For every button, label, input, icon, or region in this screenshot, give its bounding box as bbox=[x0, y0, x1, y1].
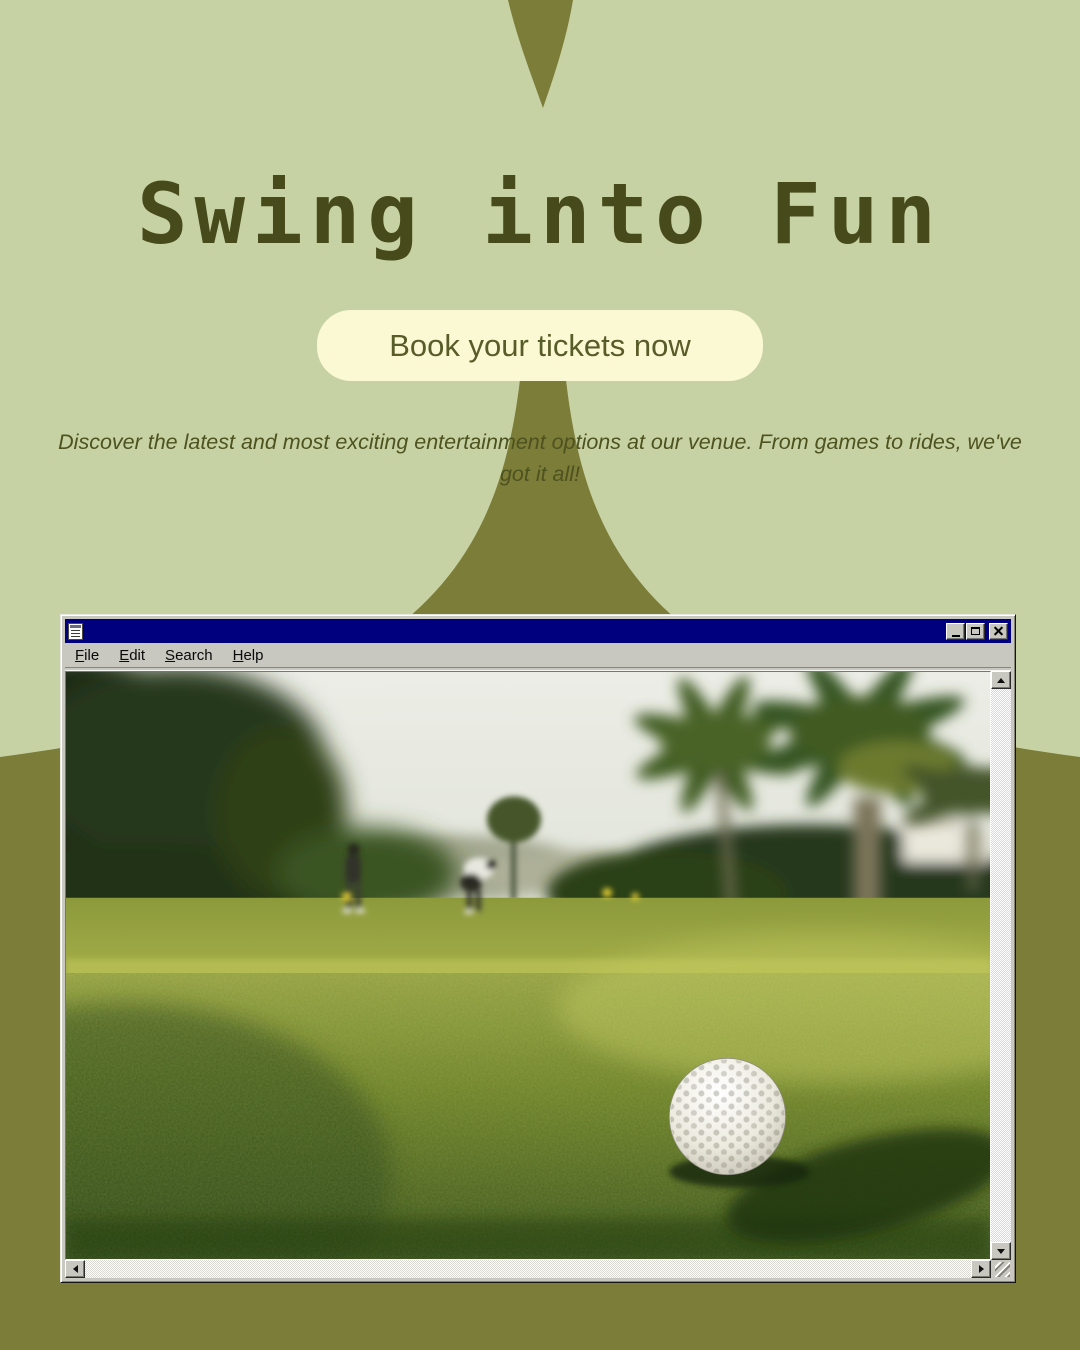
menu-item-help[interactable]: Help bbox=[232, 647, 264, 664]
window-menubar bbox=[65, 644, 1011, 667]
horizontal-scrollbar[interactable] bbox=[65, 1260, 991, 1278]
menu-item-edit[interactable]: Edit bbox=[119, 647, 146, 664]
menu-item-file[interactable]: File bbox=[75, 647, 100, 664]
golf-scene bbox=[66, 672, 990, 1259]
menu-item-search[interactable]: Search bbox=[165, 647, 213, 664]
arrow-right-icon bbox=[979, 1265, 988, 1273]
hero-description: Discover the latest and most exciting entertainment options at our venue. From games to rides, we've got it all! bbox=[58, 430, 1022, 487]
minimize-icon bbox=[952, 635, 960, 637]
golf-photo bbox=[65, 671, 991, 1260]
notepad-document-icon bbox=[68, 623, 83, 640]
resize-grip[interactable] bbox=[995, 1262, 1010, 1277]
scroll-up-button[interactable] bbox=[991, 671, 1011, 689]
maximize-icon bbox=[971, 627, 980, 635]
retro-window bbox=[60, 614, 1016, 1283]
top-spike-shape bbox=[508, 0, 573, 108]
vertical-scroll-track[interactable] bbox=[991, 689, 1011, 1242]
maximize-button[interactable] bbox=[966, 623, 985, 640]
arrow-up-icon bbox=[997, 674, 1005, 683]
scroll-left-button[interactable] bbox=[65, 1260, 85, 1278]
window-content bbox=[65, 671, 1011, 1278]
window-corner bbox=[991, 1260, 1011, 1278]
book-tickets-button[interactable]: Book your tickets now bbox=[317, 310, 763, 381]
scroll-right-button[interactable] bbox=[971, 1260, 991, 1278]
vertical-scrollbar[interactable] bbox=[991, 671, 1011, 1260]
page-title: Swing into Fun bbox=[136, 165, 943, 263]
scroll-down-button[interactable] bbox=[991, 1242, 1011, 1260]
window-controls bbox=[945, 623, 1008, 640]
golf-ball bbox=[669, 1058, 785, 1174]
arrow-left-icon bbox=[69, 1265, 78, 1273]
close-button[interactable] bbox=[989, 623, 1008, 640]
minimize-button[interactable] bbox=[946, 623, 965, 640]
close-icon bbox=[993, 626, 1004, 637]
horizontal-scroll-track[interactable] bbox=[85, 1260, 971, 1278]
arrow-down-icon bbox=[997, 1249, 1005, 1258]
window-titlebar[interactable] bbox=[65, 619, 1011, 643]
